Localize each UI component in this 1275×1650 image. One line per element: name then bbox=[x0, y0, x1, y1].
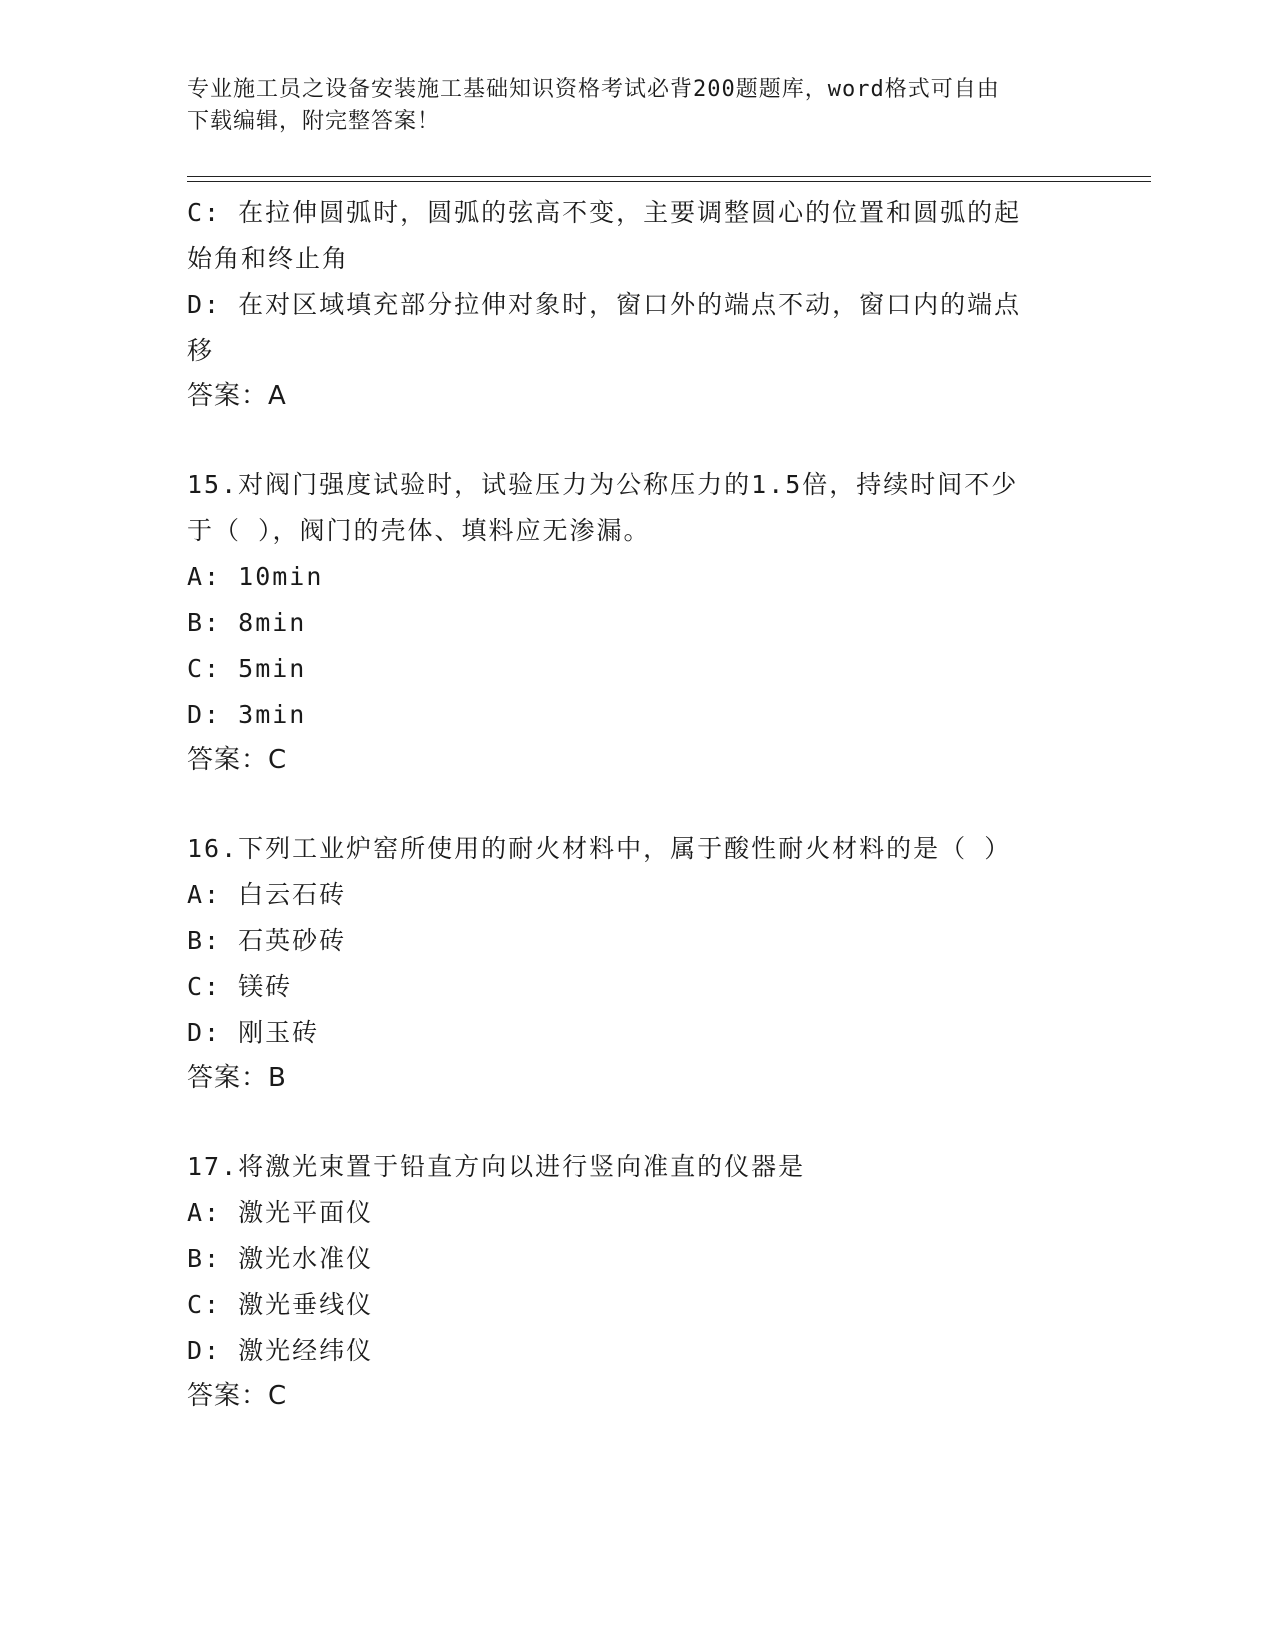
question-16-option-b: B: 石英砂砖 bbox=[187, 926, 347, 955]
question-15-option-c: C: 5min bbox=[187, 654, 307, 683]
question-16 bbox=[187, 826, 1087, 1100]
question-17-option-a: A: 激光平面仪 bbox=[187, 1198, 374, 1227]
question-14-continuation bbox=[187, 190, 1087, 418]
header-title-line-1: 专业施工员之设备安装施工基础知识资格考试必背200题题库，word格式可自由 bbox=[187, 77, 1000, 102]
question-16-option-c: C: 镁砖 bbox=[187, 972, 293, 1001]
answer-15: 答案：C bbox=[187, 745, 288, 775]
answer-16: 答案：B bbox=[187, 1063, 287, 1093]
answer-17: 答案：C bbox=[187, 1381, 288, 1411]
question-16-stem-line-1: 16.下列工业炉窑所使用的耐火材料中，属于酸性耐火材料的是（ ） bbox=[187, 834, 1012, 863]
header-divider-bottom bbox=[187, 181, 1151, 182]
option-c-line-1: C: 在拉伸圆弧时，圆弧的弦高不变，主要调整圆心的位置和圆弧的起 bbox=[187, 198, 1022, 227]
question-15-stem-line-2: 于（ ），阀门的壳体、填料应无渗漏。 bbox=[187, 516, 651, 545]
answer-14: 答案：A bbox=[187, 381, 287, 411]
option-c-line-2: 始角和终止角 bbox=[187, 244, 350, 273]
header-divider-top bbox=[187, 176, 1151, 177]
question-17-option-d: D: 激光经纬仪 bbox=[187, 1336, 374, 1365]
header-title-line-2: 下载编辑，附完整答案！ bbox=[187, 109, 441, 134]
option-d-line-2: 移 bbox=[187, 336, 215, 365]
question-16-option-d: D: 刚玉砖 bbox=[187, 1018, 320, 1047]
option-d-line-1: D: 在对区域填充部分拉伸对象时，窗口外的端点不动，窗口内的端点 bbox=[187, 290, 1022, 319]
question-15-stem-line-1: 15.对阀门强度试验时，试验压力为公称压力的1.5倍，持续时间不少 bbox=[187, 470, 1019, 499]
question-16-option-a: A: 白云石砖 bbox=[187, 880, 347, 909]
question-17 bbox=[187, 1144, 1087, 1418]
document-header bbox=[187, 74, 1067, 138]
question-17-option-b: B: 激光水准仪 bbox=[187, 1244, 374, 1273]
question-17-option-c: C: 激光垂线仪 bbox=[187, 1290, 374, 1319]
question-content bbox=[187, 190, 1087, 1418]
question-15-option-d: D: 3min bbox=[187, 700, 307, 729]
question-17-stem-line-1: 17.将激光束置于铅直方向以进行竖向准直的仪器是 bbox=[187, 1152, 806, 1181]
question-15-option-a: A: 10min bbox=[187, 562, 324, 591]
question-15 bbox=[187, 462, 1087, 782]
question-15-option-b: B: 8min bbox=[187, 608, 307, 637]
